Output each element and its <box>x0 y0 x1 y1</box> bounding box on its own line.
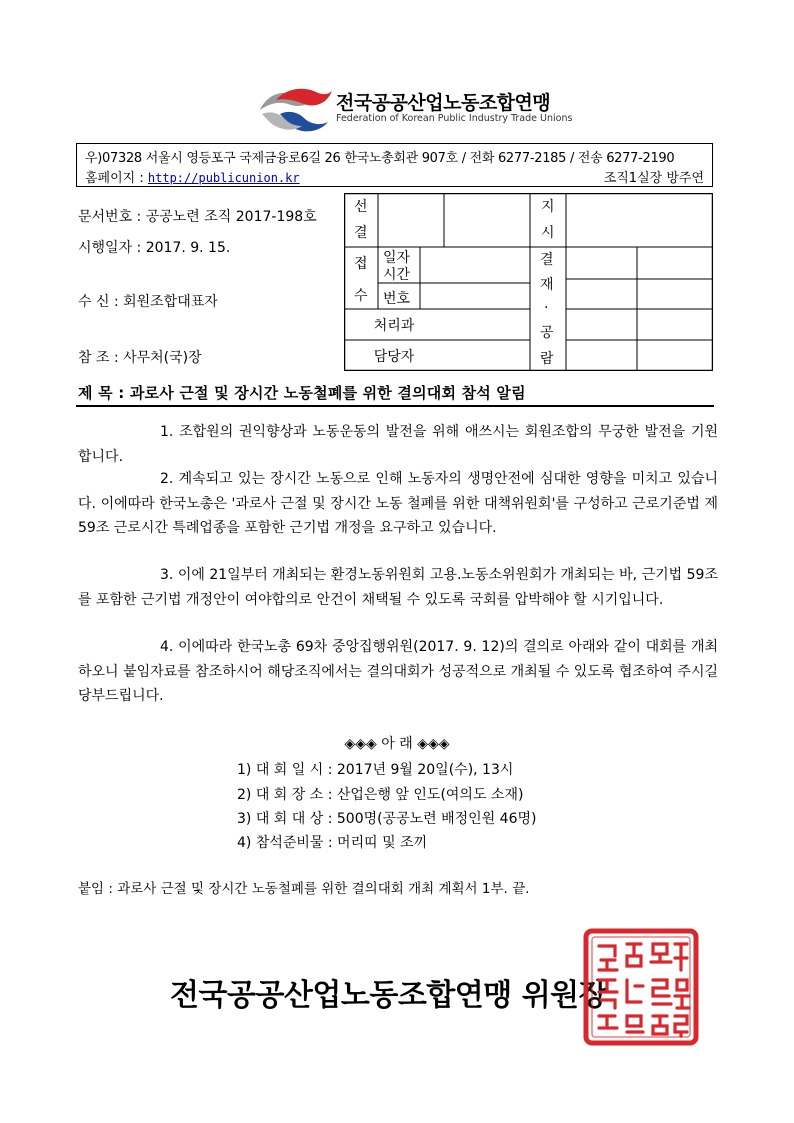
label-cheorigwa: 처리과 <box>373 318 415 334</box>
detail-item: 1) 대 회 일 시 : 2017년 9월 20일(수), 13시 <box>237 762 514 778</box>
body-paragraph-1: 1. 조합원의 권익향상과 노동운동의 발전을 위해 애쓰시는 회원조합의 무궁한 발전을 기원합니다. <box>78 424 718 465</box>
label-gyeoljae-2: 재 <box>540 277 554 293</box>
label-gyeoljae-4: 공 <box>540 325 554 341</box>
label-damdangja: 담당자 <box>373 349 415 365</box>
issue-date: 시행일자 : 2017. 9. 15. <box>78 240 231 256</box>
label-seon: 선 <box>354 199 368 215</box>
label-jeop: 접 <box>354 256 368 272</box>
label-si: 시 <box>541 225 555 241</box>
label-sigan: 시간 <box>383 267 411 283</box>
official-seal-icon <box>583 928 699 1046</box>
subject-divider <box>76 405 714 407</box>
union-logo-icon <box>258 84 332 132</box>
label-gyeoljae-5: 람 <box>540 351 554 367</box>
body-paragraph-3: 3. 이에 21일부터 개최되는 환경노동위원회 고용.노동소위원회가 개최되는 바, 근기법 59조를 포함한 근기법 개정안이 여야합의로 안건이 채택될 수 있도록 국회를 압박해야 할 시기입니다. <box>78 567 718 608</box>
detail-item: 3) 대 회 대 상 : 500명(공공노련 배정인원 46명) <box>237 811 537 827</box>
notice-heading: ◈◈◈ 아 래 ◈◈◈ <box>344 736 450 752</box>
label-beonho: 번호 <box>383 291 411 307</box>
address-box <box>76 143 713 187</box>
label-gyeoljae-1: 결 <box>540 252 554 268</box>
label-ilja: 일자 <box>383 250 411 266</box>
attachment-note: 붙임 : 과로사 근절 및 장시간 노동철폐를 위한 결의대회 개최 계획서 1부. 끝. <box>78 881 530 897</box>
subject-line: 제 목 : 과로사 근절 및 장시간 노동철폐를 위한 결의대회 참석 알림 <box>78 384 526 402</box>
homepage-label: 홈페이지 : <box>85 171 148 186</box>
contact-person: 조직1실장 방주연 <box>603 171 704 186</box>
approval-grid <box>344 193 713 371</box>
signer-title: 전국공공산업노동조합연맹 위원장 <box>170 978 608 1013</box>
label-gyeol: 결 <box>354 225 368 241</box>
body-paragraph-4: 4. 이에따라 한국노총 69차 중앙집행위원(2017. 9. 12)의 결의로 아래와 같이 대회를 개최하오니 붙임자료를 참조하시어 해당조직에서는 결의대회가 성공적으로 개최될 수 있도록 협조하여 주시길 당부드립니다. <box>78 639 718 704</box>
label-su: 수 <box>354 288 368 304</box>
detail-item: 4) 참석준비물 : 머리띠 및 조끼 <box>237 835 428 851</box>
body-paragraph-2: 2. 계속되고 있는 장시간 노동으로 인해 노동자의 생명안전에 심대한 영향을 미치고 있습니다. 이에따라 한국노총은 '과로사 근절 및 장시간 노동 철폐를 위한 대책위원회'를 구성하고 근로기준법 제 59조 근로시간 특례업종을 포함한 근기법 개정을 요구하고 있습니다. <box>78 471 718 536</box>
document-number: 문서번호 : 공공노련 조직 2017-198호 <box>78 209 317 225</box>
detail-item: 2) 대 회 장 소 : 산업은행 앞 인도(여의도 소재) <box>237 787 524 803</box>
homepage-line <box>85 167 300 186</box>
homepage-link[interactable]: http://publicunion.kr <box>147 171 300 185</box>
label-ji: 지 <box>541 199 555 215</box>
reference: 참 조 : 사무처(국)장 <box>78 350 202 366</box>
recipient: 수 신 : 회원조합대표자 <box>78 294 218 310</box>
org-name-en: Federation of Korean Public Industry Trade Unions <box>336 113 573 124</box>
label-gyeoljae-3: . <box>544 296 549 312</box>
org-name: 전국공공산업노동조합연맹 <box>336 92 551 114</box>
address-line: 우)07328 서울시 영등포구 국제금융로6길 26 한국노총회관 907호 / 전화 6277-2185 / 전송 6277-2190 <box>85 151 675 166</box>
